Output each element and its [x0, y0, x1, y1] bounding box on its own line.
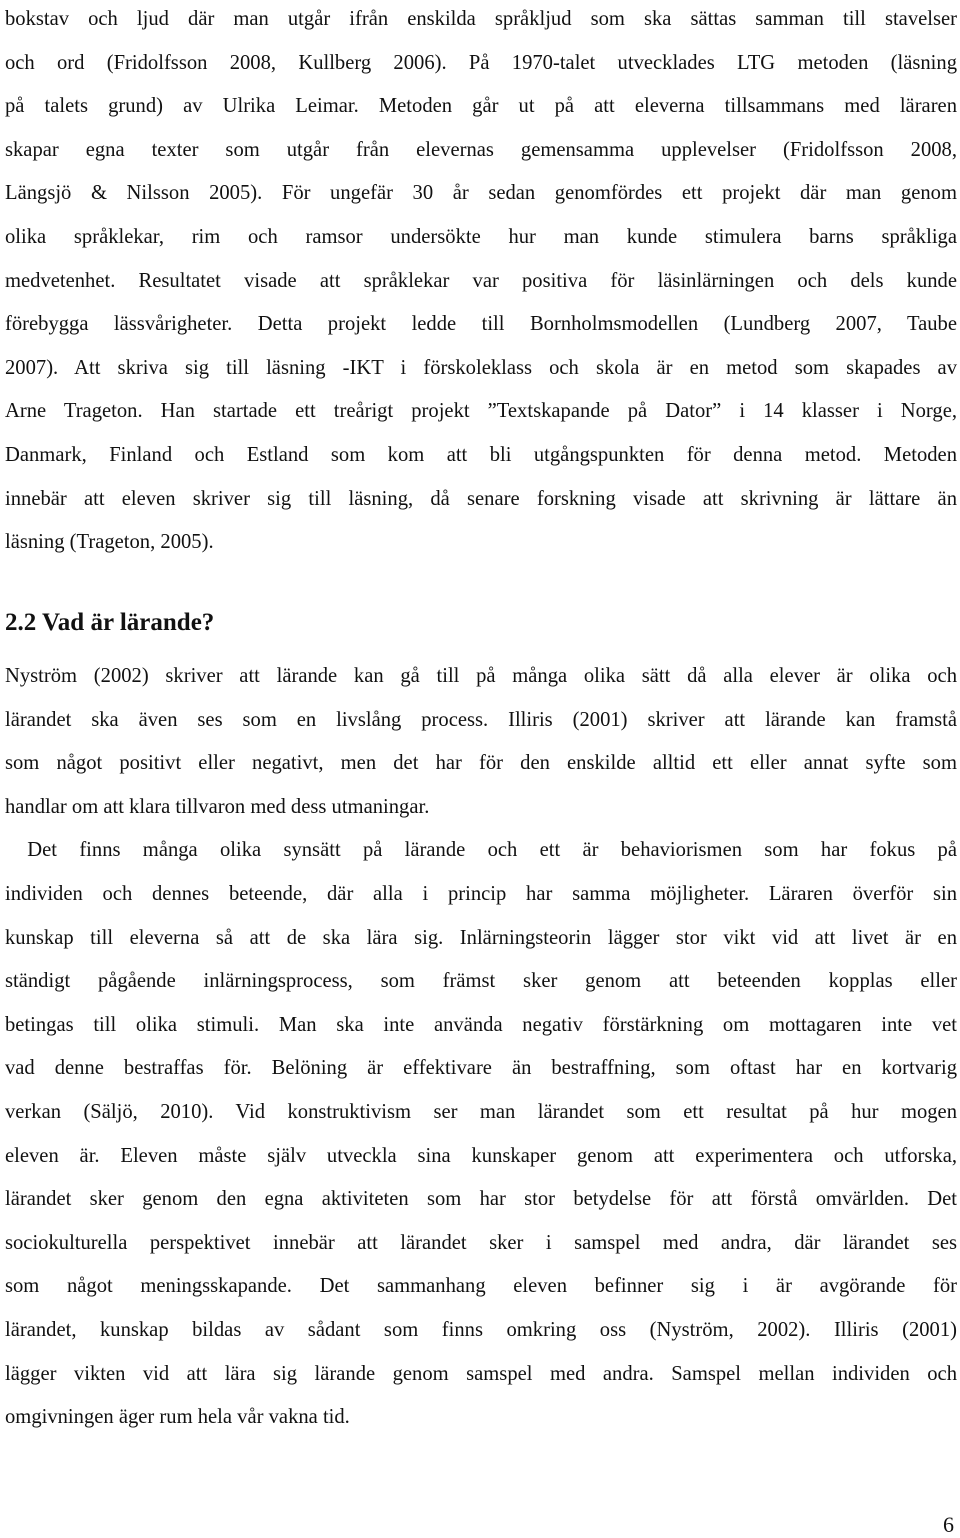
text-line: läsning (Trageton, 2005).: [5, 531, 214, 554]
text-line: Danmark, Finland och Estland som kom att bli utgångspunkten för denna metod. Metoden: [5, 443, 957, 466]
text-line: betingas till olika stimuli. Man ska inte använda negativ förstärkning om mottagaren inte vet: [5, 1013, 957, 1036]
text-line: lägger vikten vid att lära sig lärande genom samspel med andra. Samspel mellan individen och: [5, 1362, 957, 1385]
text-line: olika språklekar, rim och ramsor undersökte hur man kunde stimulera barns språkliga: [5, 225, 957, 248]
text-line: eleven är. Eleven måste själv utveckla sina kunskaper genom att experimentera och utforska,: [5, 1144, 957, 1167]
text-line: lärandet, kunskap bildas av sådant som finns omkring oss (Nyström, 2002). Illiris (2001): [5, 1318, 957, 1341]
page-number: 6: [943, 1512, 954, 1537]
text-line: Längsjö & Nilsson 2005). För ungefär 30 år sedan genomfördes ett projekt där man genom: [5, 182, 957, 205]
text-line: individen och dennes beteende, där alla i princip har samma möjligheter. Läraren överför sin: [5, 882, 957, 905]
text-line: Arne Trageton. Han startade ett treårigt projekt ”Textskapande på Dator” i 14 klasser i Norge,: [5, 400, 957, 423]
text-line: och ord (Fridolfsson 2008, Kullberg 2006). På 1970-talet utvecklades LTG metoden (läsning: [5, 51, 957, 74]
text-line: som något meningsskapande. Det sammanhang eleven befinner sig i är avgörande för: [5, 1275, 957, 1298]
text-line: kunskap till eleverna så att de ska lära sig. Inlärningsteorin lägger stor vikt vid att livet är en: [5, 926, 957, 949]
text-line: som något positivt eller negativt, men det har för den enskilde alltid ett eller annat syfte som: [5, 752, 957, 775]
text-line: på talets grund) av Ulrika Leimar. Metoden går ut på att eleverna tillsammans med läraren: [5, 95, 957, 118]
text-line: skapar egna texter som utgår från elevernas gemensamma upplevelser (Fridolfsson 2008,: [5, 138, 957, 161]
text-line: Nyström (2002) skriver att lärande kan gå till på många olika sätt då alla elever är olika och: [5, 665, 957, 687]
paragraph-3: [5, 829, 957, 1439]
text-line: 2007). Att skriva sig till läsning -IKT i förskoleklass och skola är en metod som skapades av: [5, 356, 957, 379]
text-line: verkan (Säljö, 2010). Vid konstruktivism ser man lärandet som ett resultat på hur mogen: [5, 1100, 957, 1123]
text-line: handlar om att klara tillvaron med dess utmaningar.: [5, 795, 430, 818]
text-line: förebygga lässvårigheter. Detta projekt ledde till Bornholmsmodellen (Lundberg 2007, Taube: [5, 313, 957, 336]
paragraph-1: [5, 0, 957, 565]
text-line: innebär att eleven skriver sig till läsning, då senare forskning visade att skrivning är lättare än: [5, 487, 957, 510]
document-page: [5, 0, 957, 1429]
paragraph-2: [5, 655, 957, 829]
section-heading: 2.2 Vad är lärande?: [5, 609, 215, 636]
section-body: [5, 655, 957, 1440]
text-line: lärandet sker genom den egna aktiviteten som har stor betydelse för att förstå omvärlden. Det: [5, 1188, 957, 1211]
text-line: sociokulturella perspektivet innebär att lärandet sker i samspel med andra, där lärandet ses: [5, 1231, 957, 1254]
text-line: ständigt pågående inlärningsprocess, som främst sker genom att beteenden kopplas eller: [5, 970, 957, 993]
text-line: omgivningen äger rum hela vår vakna tid.: [5, 1406, 350, 1429]
text-line: bokstav och ljud där man utgår ifrån enskilda språkljud som ska sättas samman till stavelser: [5, 8, 957, 30]
text-line: Det finns många olika synsätt på lärande och ett är behaviorismen som har fokus på: [5, 839, 957, 862]
text-line: lärandet ska även ses som en livslång process. Illiris (2001) skriver att lärande kan framstå: [5, 708, 957, 731]
text-line: vad denne bestraffas för. Belöning är effektivare än bestraffning, som oftast har en kortvarig: [5, 1057, 957, 1080]
text-line: medvetenhet. Resultatet visade att språklekar var positiva för läsinlärningen och dels kunde: [5, 269, 957, 292]
